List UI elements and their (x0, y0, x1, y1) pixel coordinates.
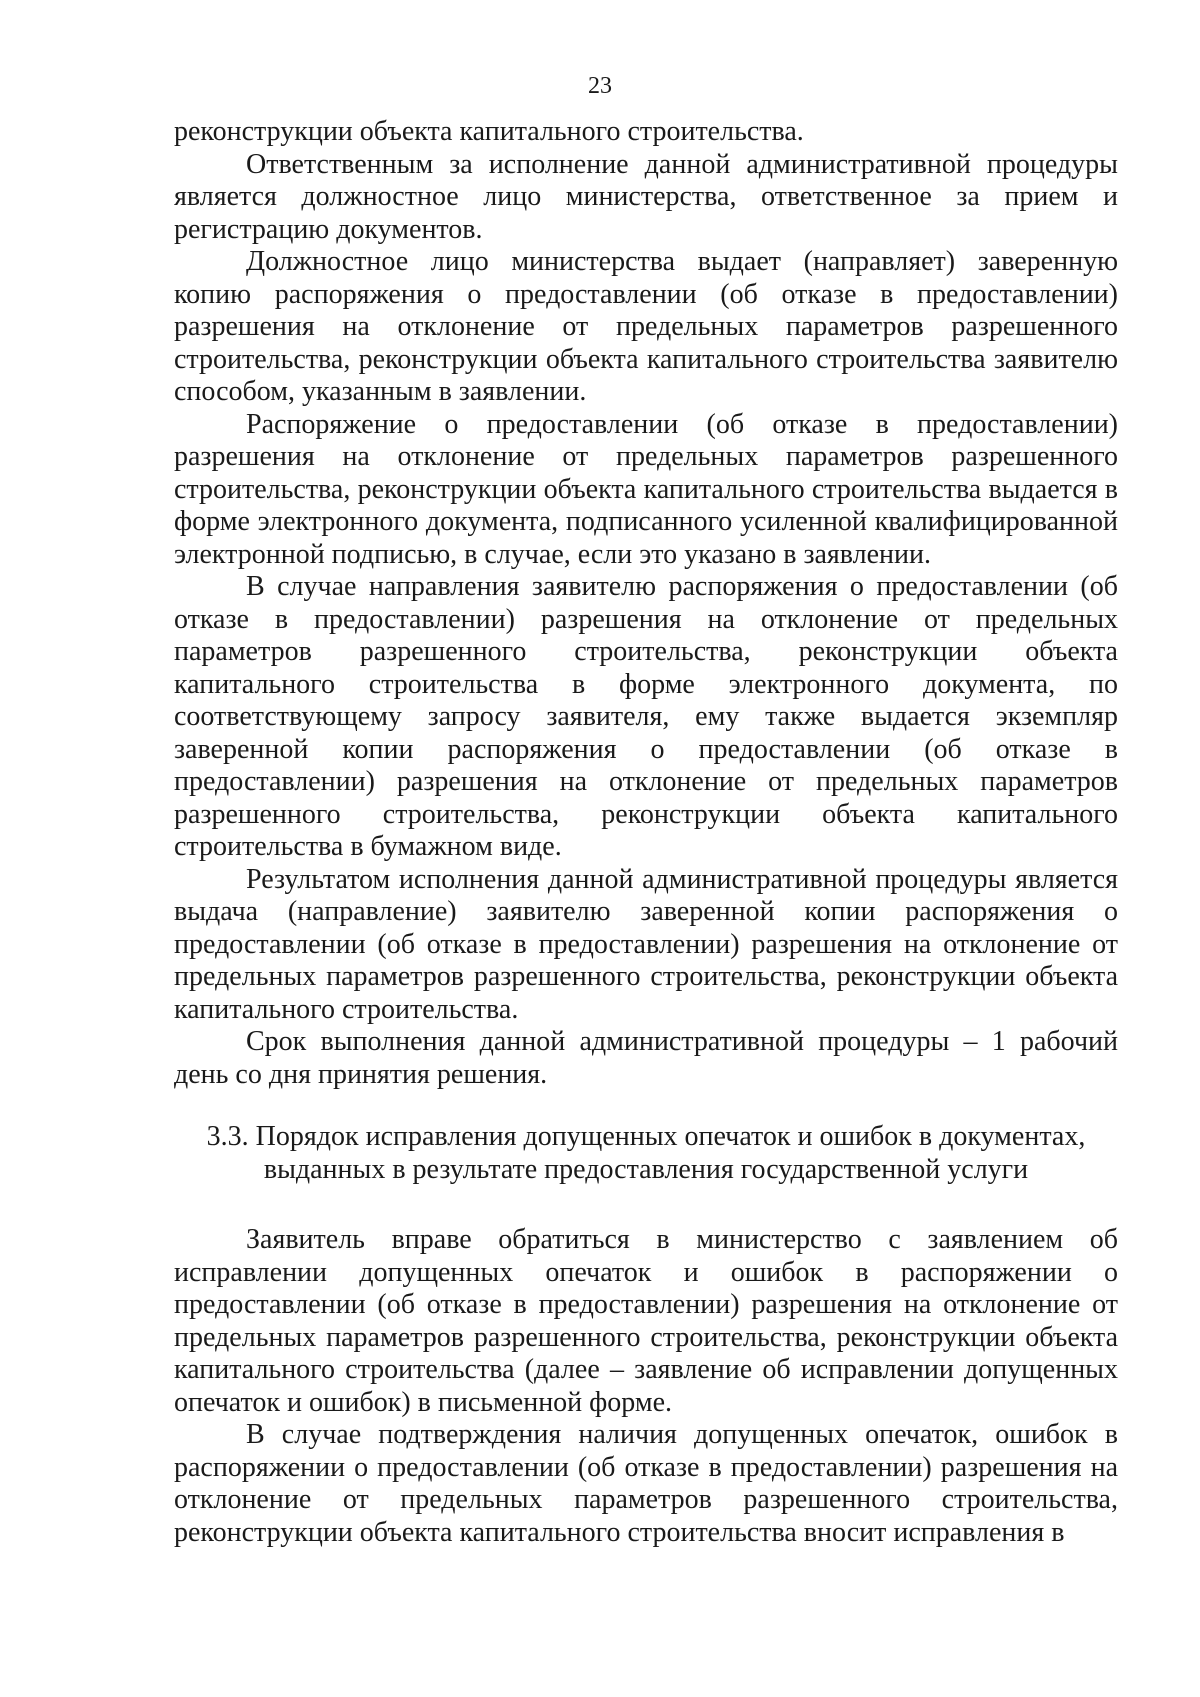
paragraph-paper-copy: В случае направления заявителю распоряжения о предоставлении (об отказе в предоставлении) разрешения на отклонение от предельных параметров разрешенного строительства, реконструкции объекта капитального строительства в форме электронного документа, по соответствующему запросу заявителя, ему также выдается экземпляр заверенной копии распоряжения о предоставлении (об отказе в предоставлении) разрешения на отклонение от предельных параметров разрешенного строительства, реконструкции объекта капитального строительства в бумажном виде. (174, 571, 1118, 862)
section-heading (174, 1121, 1118, 1186)
paragraph-continuation: реконструкции объекта капитального строительства. (174, 116, 804, 147)
paragraph-result: Результатом исполнения данной административной процедуры является выдача (направление) заявителю заверенной копии распоряжения о предоставлении (об отказе в предоставлении) разрешения на отклонение от предельных параметров разрешенного строительства, реконструкции объекта капитального строительства. (174, 863, 1118, 1025)
paragraph-deadline: Срок выполнения данной административной процедуры – 1 рабочий день со дня принятия решения. (174, 1026, 1118, 1090)
paragraph-correction-request: Заявитель вправе обратиться в министерство с заявлением об исправлении допущенных опечаток и ошибок в распоряжении о предоставлении (об отказе в предоставлении) разрешения на отклонение от предельных параметров разрешенного строительства, реконструкции объекта капитального строительства (далее – заявление об исправлении допущенных опечаток и ошибок) в письменной форме. (174, 1224, 1118, 1418)
section-heading-line-2: выданных в результате предоставления государственной услуги (263, 1153, 1029, 1185)
page-number: 23 (588, 73, 612, 99)
paragraph-correction-confirmed: В случае подтверждения наличия допущенных опечаток, ошибок в распоряжении о предоставлении (об отказе в предоставлении) разрешения на отклонение от предельных параметров разрешенного строительства, реконструкции объекта капитального строительства вносит исправления в (174, 1419, 1118, 1548)
paragraph-issuance-copy: Должностное лицо министерства выдает (направляет) заверенную копию распоряжения о предоставлении (об отказе в предоставлении) разрешения на отклонение от предельных параметров разрешенного строительства, реконструкции объекта капитального строительства заявителю способом, указанным в заявлении. (174, 246, 1118, 407)
paragraph-responsible-person: Ответственным за исполнение данной административной процедуры является должностное лицо министерства, ответственное за прием и регистрацию документов. (174, 148, 1118, 245)
section-heading-line-1: 3.3. Порядок исправления допущенных опечаток и ошибок в документах, (206, 1121, 1086, 1152)
document-body (174, 116, 1118, 1549)
paragraph-electronic-form: Распоряжение о предоставлении (об отказе в предоставлении) разрешения на отклонение от предельных параметров разрешенного строительства, реконструкции объекта капитального строительства выдается в форме электронного документа, подписанного усиленной квалифицированной электронной подписью, в случае, если это указано в заявлении. (174, 408, 1118, 570)
